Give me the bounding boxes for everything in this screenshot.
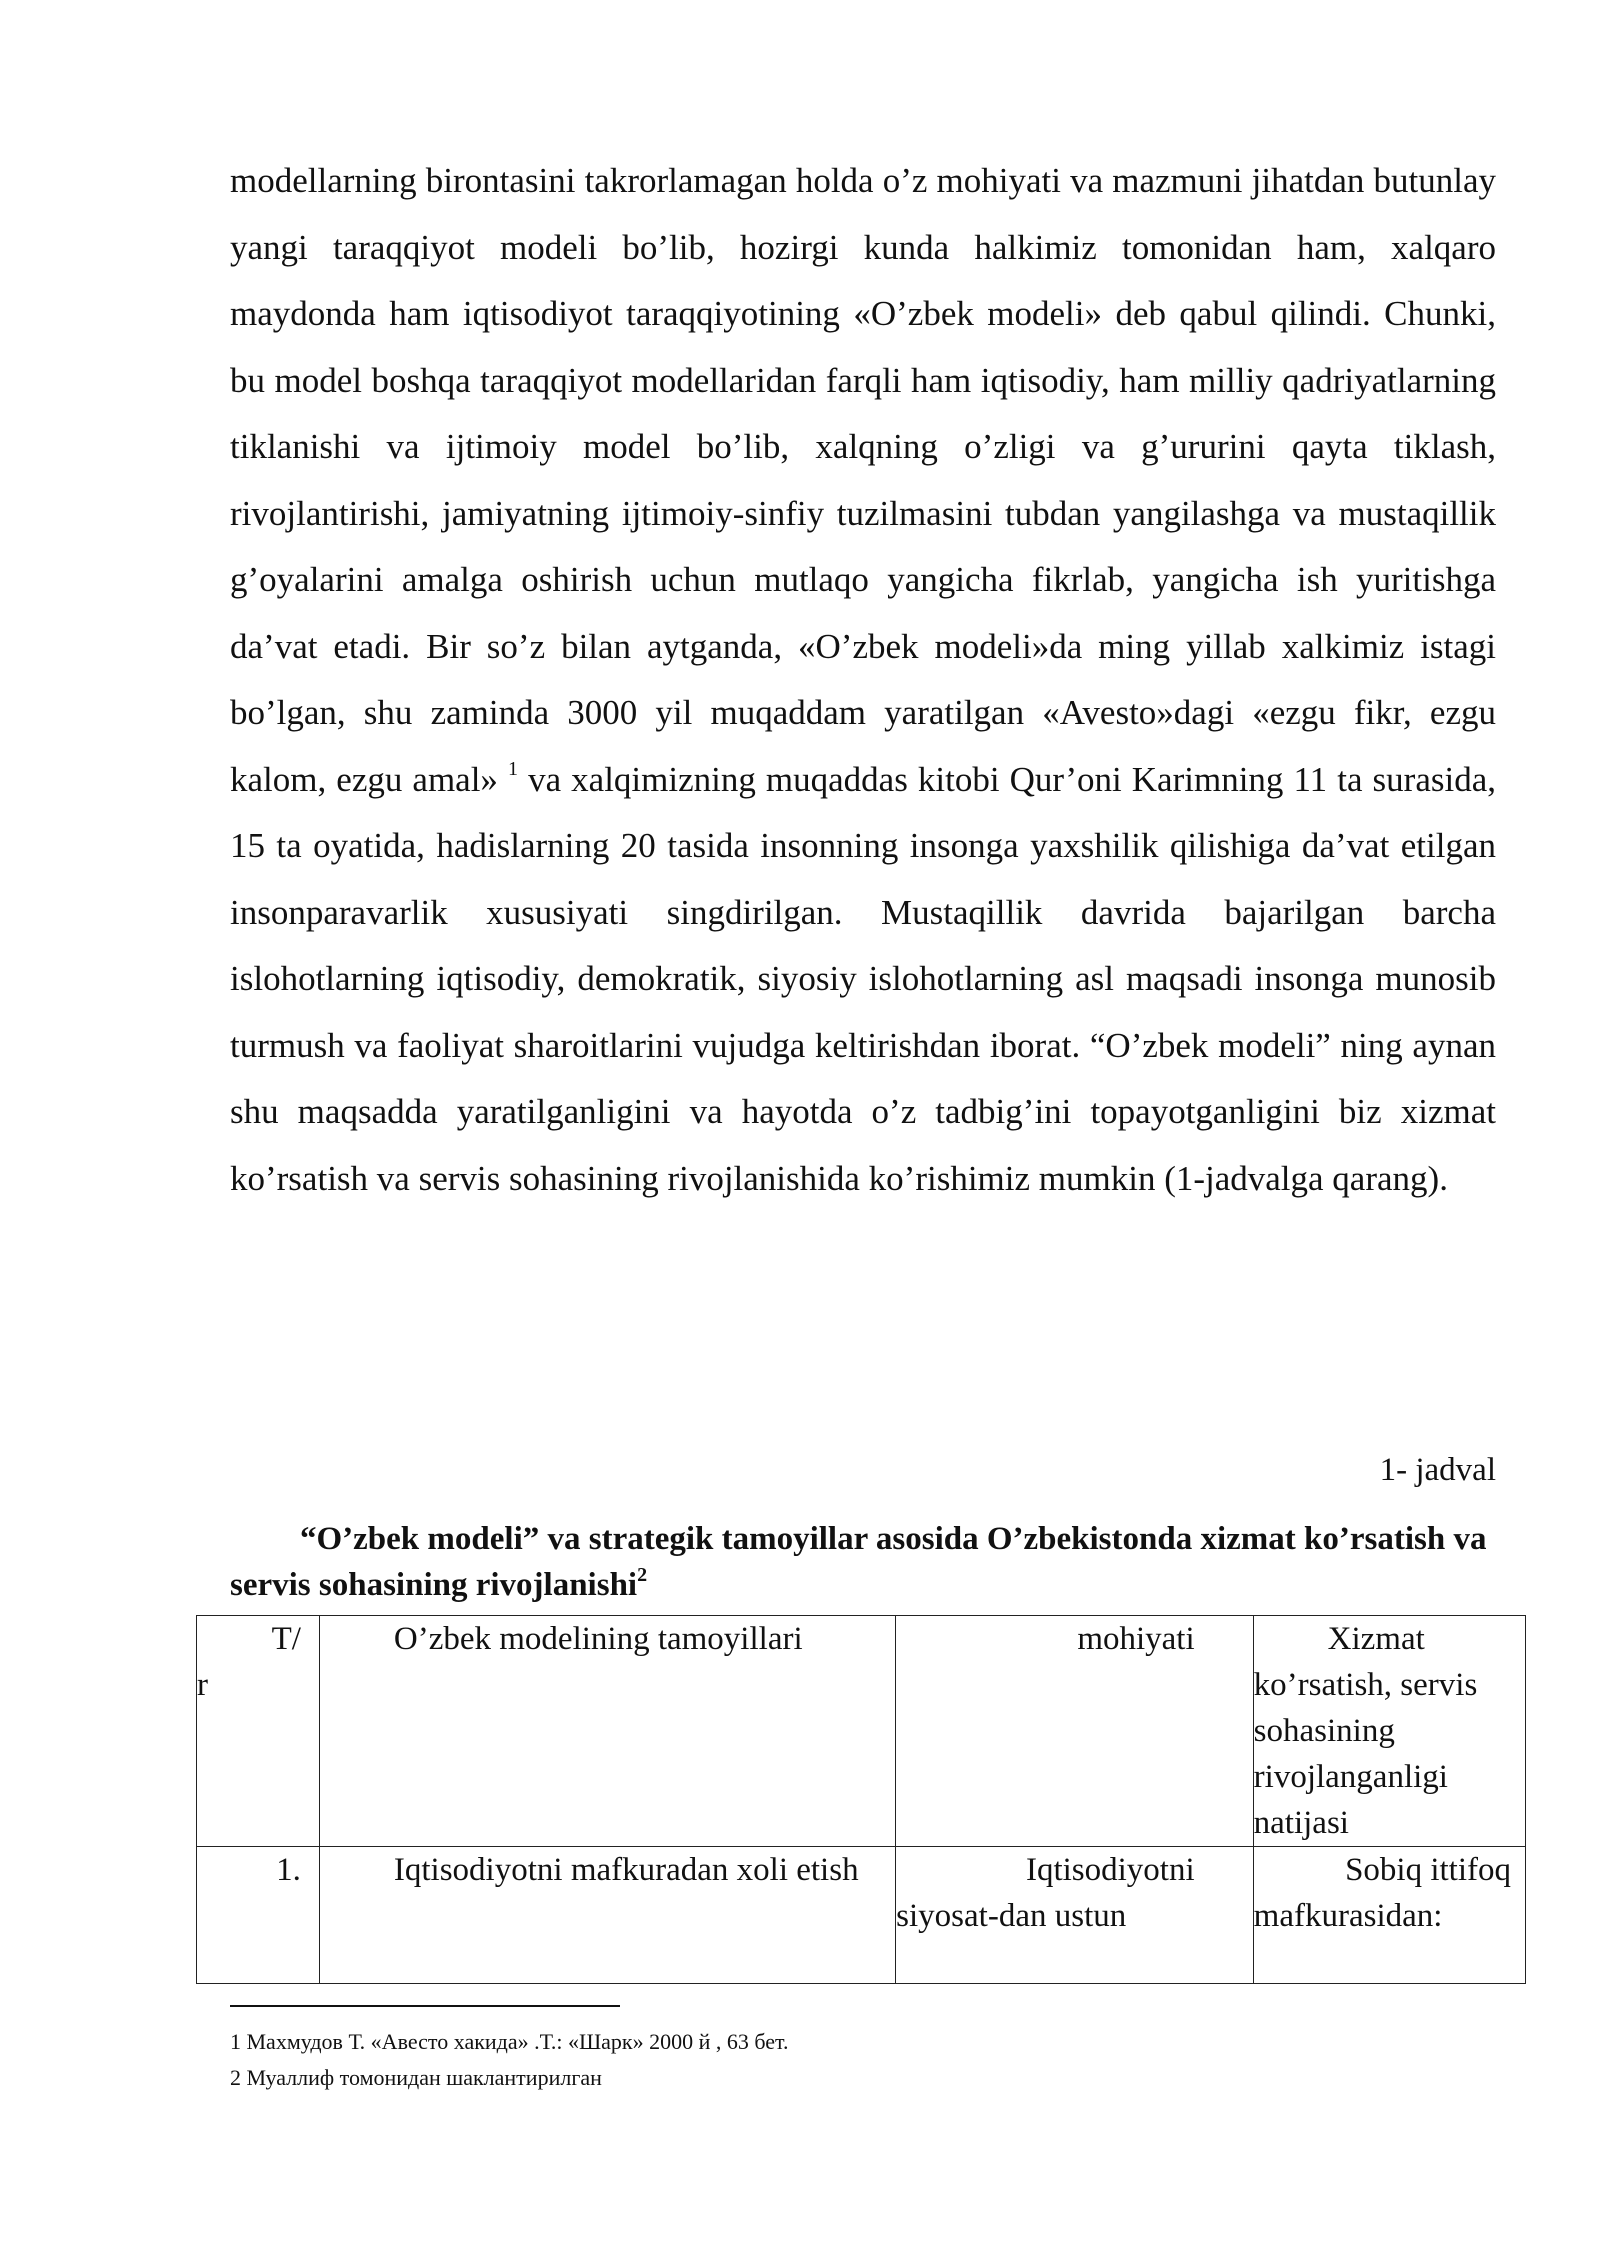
body-paragraph (230, 148, 1496, 1212)
header-cell-number (197, 1616, 320, 1847)
footnote-separator (230, 2005, 620, 2007)
table-title (230, 1516, 1500, 1608)
row1-principle: Iqtisodiyotni mafkuradan xoli etish (319, 1847, 895, 1984)
table-header-row (197, 1616, 1526, 1847)
header-cell-principles: O’zbek modelining tamoyillari (319, 1616, 895, 1847)
header-cell-essence: mohiyati (896, 1616, 1253, 1847)
footnote-ref-2[interactable]: 2 (637, 1564, 648, 1586)
footnotes (230, 2024, 1430, 2096)
principles-table (196, 1615, 1526, 1984)
row1-essence-rest: siyosat-dan ustun (896, 1898, 1127, 1934)
header-cell-result (1253, 1616, 1525, 1847)
row1-number: 1. (197, 1847, 320, 1984)
table-row (197, 1847, 1526, 1984)
row1-essence-first: Iqtisodiyotni (1025, 1852, 1195, 1888)
table-title-text: “O’zbek modeli” va strategik tamoyillar asosida O’zbekistonda xizmat ko’rsatish va servis sohasining rivojlanishi (230, 1521, 1487, 1603)
row1-result (1253, 1847, 1525, 1984)
header-result-first: Xizmat (1327, 1621, 1425, 1657)
header-number-bottom: r (197, 1667, 208, 1703)
table-label: 1- jadval (1379, 1452, 1496, 1488)
header-result-rest: ko’rsatish, servis sohasining rivojlanganligi natijasi (1253, 1667, 1478, 1841)
footnote-2: 2 Муаллиф томонидан шаклантирилган (230, 2065, 602, 2090)
header-number-top: T/ (271, 1621, 301, 1657)
body-text-part-1: modellarning birontasini takrorlamagan holda o’z mohiyati va mazmuni jihatdan butunlay yangi taraqqiyot modeli bo’lib, hozirgi kunda halkimiz tomonidan ham, xalqaro maydonda ham iqtisodiyot taraqqiyotining «O’zbek modeli» deb qabul qilindi. Chunki, bu model boshqa taraqqiyot modellaridan farqli ham iqtisodiy, ham milliy qadriyatlarning tiklanishi va ijtimoiy model bo’lib, xalqning o’zligi va g’ururini qayta tiklash, rivojlantirishi, jamiyatning ijtimoiy-sinfiy tuzilmasini tubdan yangilashga va mustaqillik g’oyalarini amalga oshirish uchun mutlaqo yangicha fikrlab, yangicha ish yuritishga da’vat etadi. Bir so’z bilan aytganda, «O’zbek modeli»da ming yillab xalkimiz istagi bo’lgan, shu zaminda 3000 yil muqaddam yaratilgan «Avesto»dagi «ezgu fikr, ezgu kalom, ezgu amal» (230, 161, 1496, 799)
footnote-1: 1 Махмудов Т. «Авесто хакида» .Т.: «Шарк» 2000 й , 63 бет. (230, 2029, 789, 2054)
row1-result-rest: mafkurasidan: (1253, 1898, 1443, 1934)
row1-result-first: Sobiq ittifoq (1345, 1852, 1511, 1888)
body-text-part-2: va xalqimizning muqaddas kitobi Qur’oni Karimning 11 ta surasida, 15 ta oyatida, hadislarning 20 tasida insonning insonga yaxshilik qilishiga da’vat etilgan insonparavarlik xususiyati singdirilgan. Mustaqillik davrida bajarilgan barcha islohotlarning iqtisodiy, demokratik, siyosiy islohotlarning asl maqsadi insonga munosib turmush va faoliyat sharoitlarini vujudga keltirishdan iborat. “O’zbek modeli” ning aynan shu maqsadda yaratilganligini va hayotda o’z tadbig’ini topayotganligini biz xizmat ko’rsatish va servis sohasining rivojlanishida ko’rishimiz mumkin (1-jadvalga qarang). (230, 759, 1496, 1198)
footnote-ref-1[interactable]: 1 (508, 757, 518, 780)
row1-essence (896, 1847, 1253, 1984)
